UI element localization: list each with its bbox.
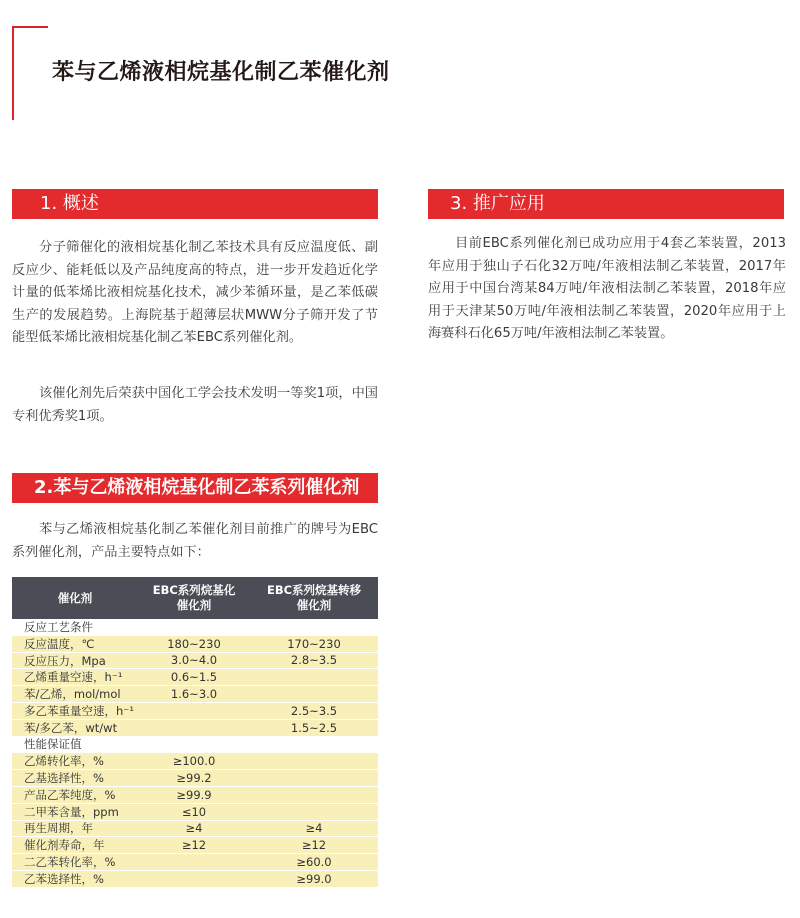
cell-parameter: 多乙苯重量空速，h⁻¹ — [24, 703, 134, 718]
cell-parameter: 二乙苯转化率，% — [24, 855, 116, 870]
section-heading-catalyst-series: 2.苯与乙烯液相烷基化制乙苯系列催化剂 — [12, 473, 378, 503]
table-row — [12, 871, 378, 888]
table-row — [12, 770, 378, 787]
cell-parameter: 苯/乙烯，mol/mol — [24, 687, 121, 702]
cell-parameter: 二甲苯含量，ppm — [24, 804, 119, 819]
cell-parameter: 反应温度，℃ — [24, 636, 95, 651]
cell-parameter: 苯/多乙苯，wt/wt — [24, 720, 118, 735]
application-paragraph: 目前EBC系列催化剂已成功应用于4套乙苯装置，2013年应用于独山子石化32万吨/年液相法制乙苯装置，2017年应用于中国台湾某84万吨/年液相法制乙苯装置，2018年应用于天津某50万吨/年液相法制乙苯装置，2020年应用于上海赛科石化65万吨/年液相法制乙苯装置。 — [428, 236, 786, 341]
overview-paragraph-2: 该催化剂先后荣获中国化工学会技术发明一等奖1项，中国专利优秀奖1项。 — [12, 386, 378, 424]
cell-alkylation: 0.6~1.5 — [170, 670, 218, 685]
table-row — [12, 804, 378, 821]
table-row — [12, 686, 378, 703]
cell-parameter: 乙烯转化率，% — [24, 754, 104, 769]
table-row — [12, 787, 378, 804]
cell-alkylation: ≤10 — [181, 804, 207, 819]
cell-alkylation: 1.6~3.0 — [170, 687, 218, 702]
cell-transalkylation: 2.5~3.5 — [290, 703, 338, 718]
overview-paragraph-1: 分子筛催化的液相烷基化制乙苯技术具有反应温度低、副反应少、能耗低以及产品纯度高的特点，进一步开发趋近化学计量的低苯烯比液相烷基化技术，减少苯循环量，是乙苯低碳生产的发展趋势。上海院基于超薄层状MWW分子筛开发了节能型低苯烯比液相烷基化制乙苯EBC系列催化剂。 — [12, 240, 378, 345]
table-row — [12, 821, 378, 838]
cell-parameter: 乙烯重量空速，h⁻¹ — [24, 670, 123, 685]
table-row — [12, 753, 378, 770]
table-row — [12, 636, 378, 653]
cell-parameter: 再生周期，年 — [24, 821, 93, 836]
corner-bracket-horizontal — [12, 26, 48, 28]
cell-alkylation: ≥100.0 — [172, 754, 216, 769]
cell-parameter: 反应压力，Mpa — [24, 653, 106, 668]
table-header-row — [12, 577, 378, 619]
cell-parameter: 催化剂寿命，年 — [24, 838, 105, 853]
page-title: 苯与乙烯液相烷基化制乙苯催化剂 — [52, 60, 390, 85]
table-row — [12, 669, 378, 686]
cell-transalkylation: 2.8~3.5 — [290, 653, 338, 668]
cell-alkylation: 3.0~4.0 — [170, 653, 218, 668]
corner-bracket-vertical — [12, 26, 14, 120]
table-row — [12, 720, 378, 737]
section-heading-application: 3. 推广应用 — [428, 189, 784, 219]
cell-parameter: 性能保证值 — [24, 737, 82, 752]
cell-alkylation: ≥99.2 — [176, 771, 212, 786]
cell-transalkylation: 170~230 — [287, 636, 341, 651]
cell-parameter: 反应工艺条件 — [24, 619, 93, 634]
table-row — [12, 837, 378, 854]
section-heading-overview: 1. 概述 — [12, 189, 378, 219]
catalyst-series-paragraph: 苯与乙烯液相烷基化制乙苯催化剂目前推广的牌号为EBC系列催化剂，产品主要特点如下： — [12, 522, 378, 560]
table-group-row — [12, 619, 378, 636]
table-row — [12, 703, 378, 720]
cell-transalkylation: ≥99.0 — [296, 871, 332, 886]
cell-transalkylation: ≥4 — [305, 821, 323, 836]
catalyst-spec-table — [12, 577, 378, 888]
cell-alkylation: 180~230 — [167, 636, 221, 651]
cell-parameter: 产品乙苯纯度，% — [24, 787, 116, 802]
cell-transalkylation: ≥60.0 — [296, 855, 332, 870]
cell-parameter: 乙苯选择性，% — [24, 871, 104, 886]
cell-transalkylation: ≥12 — [301, 838, 327, 853]
cell-alkylation: ≥12 — [181, 838, 207, 853]
table-row — [12, 854, 378, 871]
table-body — [12, 619, 378, 888]
table-header-transalkylation: EBC系列烷基转移 催化剂 — [266, 583, 362, 612]
table-header-catalyst: 催化剂 — [57, 590, 93, 605]
cell-transalkylation: 1.5~2.5 — [290, 720, 338, 735]
table-header-alkylation: EBC系列烷基化 催化剂 — [152, 583, 236, 612]
cell-alkylation: ≥4 — [185, 821, 203, 836]
table-row — [12, 653, 378, 670]
table-group-row — [12, 737, 378, 754]
cell-alkylation: ≥99.9 — [176, 787, 212, 802]
cell-parameter: 乙基选择性，% — [24, 771, 104, 786]
